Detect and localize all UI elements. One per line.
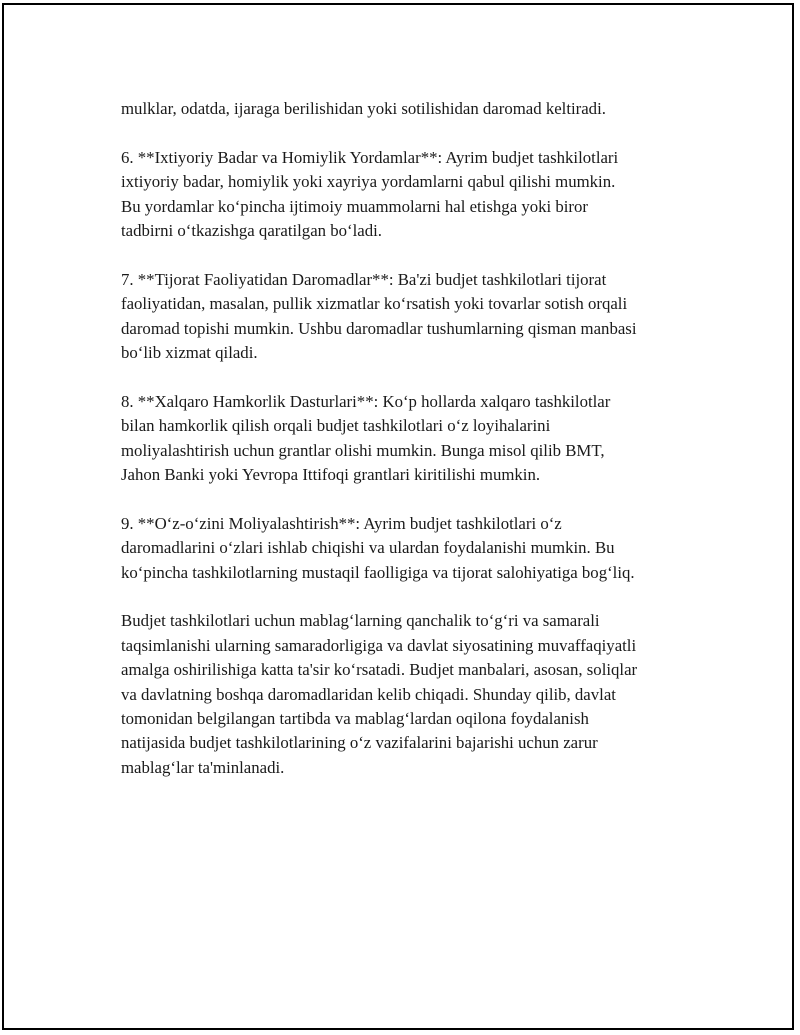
text-line: tomonidan belgilangan tartibda va mablag‘lardan oqilona foydalanish — [121, 709, 589, 729]
paragraph-item-9 — [121, 512, 711, 585]
text-line: taqsimlanishi ularning samaradorligiga va davlat siyosatining muvaffaqiyatli — [121, 635, 637, 655]
text-line: ko‘pincha tashkilotlarning mustaqil faolligiga va tijorat salohiyatiga bog‘liq. — [121, 562, 635, 582]
paragraph-conclusion — [121, 609, 711, 780]
text-line: 9. **O‘z-o‘zini Moliyalashtirish**: Ayrim budjet tashkilotlari o‘z — [121, 513, 562, 533]
text-line: faoliyatidan, masalan, pullik xizmatlar ko‘rsatish yoki tovarlar sotish orqali — [121, 294, 628, 314]
text-line: bilan hamkorlik qilish orqali budjet tashkilotlari o‘z loyihalarini — [121, 416, 551, 436]
text-line: ixtiyoriy badar, homiylik yoki xayriya yordamlarni qabul qilishi mumkin. — [121, 172, 616, 192]
text-line: mablag‘lar ta'minlanadi. — [121, 757, 285, 777]
text-line: tadbirni o‘tkazishga qaratilgan bo‘ladi. — [121, 221, 382, 241]
paragraph-item-7 — [121, 268, 711, 366]
text-line: daromad topishi mumkin. Ushbu daromadlar tushumlarning qisman manbasi — [121, 318, 637, 338]
text-line: va davlatning boshqa daromadlaridan kelib chiqadi. Shunday qilib, davlat — [121, 684, 616, 704]
text-line: 6. **Ixtiyoriy Badar va Homiylik Yordamlar**: Ayrim budjet tashkilotlari — [121, 147, 619, 167]
text-line: 8. **Xalqaro Hamkorlik Dasturlari**: Ko‘p hollarda xalqaro tashkilotlar — [121, 391, 611, 411]
text-line: Jahon Banki yoki Yevropa Ittifoqi grantlari kiritilishi mumkin. — [121, 465, 541, 485]
paragraph-item-8 — [121, 390, 711, 488]
text-line: moliyalashtirish uchun grantlar olishi mumkin. Bunga misol qilib BMT, — [121, 440, 605, 460]
text-line: natijasida budjet tashkilotlarining o‘z vazifalarini bajarishi uchun zarur — [121, 733, 598, 753]
document-body — [121, 97, 711, 805]
text-line: 7. **Tijorat Faoliyatidan Daromadlar**: Ba'zi budjet tashkilotlari tijorat — [121, 269, 607, 289]
text-line: bo‘lib xizmat qiladi. — [121, 343, 258, 363]
paragraph-item-6 — [121, 146, 711, 244]
text-line: mulklar, odatda, ijaraga berilishidan yoki sotilishidan daromad keltiradi. — [121, 99, 606, 118]
text-line: Budjet tashkilotlari uchun mablag‘larning qanchalik to‘g‘ri va samarali — [121, 611, 600, 631]
text-line: amalga oshirilishiga katta ta'sir ko‘rsatadi. Budjet manbalari, asosan, soliqlar — [121, 660, 638, 680]
text-line: Bu yordamlar ko‘pincha ijtimoiy muammolarni hal etishga yoki biror — [121, 196, 588, 216]
text-line: daromadlarini o‘zlari ishlab chiqishi va ulardan foydalanishi mumkin. Bu — [121, 538, 615, 558]
document-page — [2, 3, 794, 1030]
paragraph-intro-continuation — [121, 97, 711, 121]
